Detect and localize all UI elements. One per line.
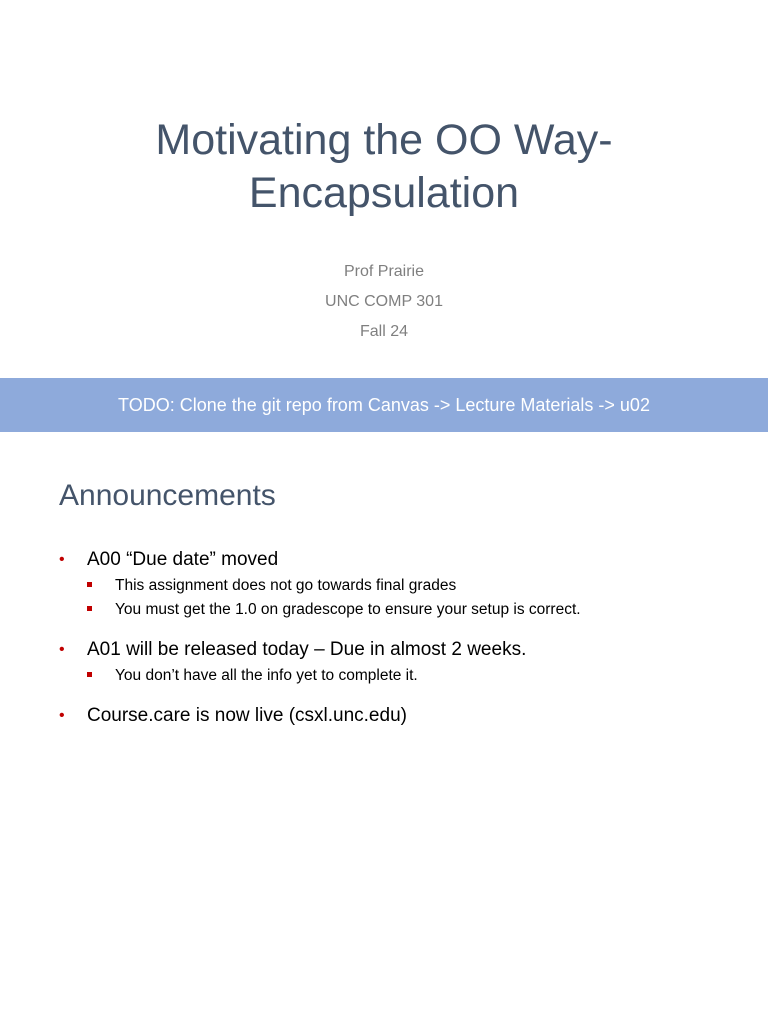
todo-banner-text: TODO: Clone the git repo from Canvas -> Lecture Materials -> u02 <box>118 394 650 415</box>
sub-item <box>87 598 749 622</box>
square-bullet-icon <box>87 582 92 587</box>
slide-title-line-2: Encapsulation <box>248 169 520 217</box>
announcements-title: Announcements <box>59 479 276 512</box>
square-bullet-icon <box>87 606 92 611</box>
announcements-slide <box>0 432 768 1024</box>
announcement-list <box>59 546 749 744</box>
announcement-item <box>59 702 749 730</box>
bullet-icon: • <box>59 551 65 568</box>
sub-item <box>87 574 749 598</box>
sub-list <box>87 664 749 688</box>
announcement-item <box>59 636 749 688</box>
announcement-item <box>59 546 749 622</box>
term-label: Fall 24 <box>359 323 409 340</box>
sub-item-text: You don’t have all the info yet to complete it. <box>115 667 418 684</box>
sub-item <box>87 664 749 688</box>
sub-list <box>87 574 749 622</box>
announcement-text: A01 will be released today – Due in almost 2 weeks. <box>87 639 527 660</box>
title-slide <box>0 0 768 378</box>
todo-banner <box>0 378 768 432</box>
slide-title <box>0 114 768 220</box>
course-name: UNC COMP 301 <box>325 293 443 310</box>
sub-item-text: You must get the 1.0 on gradescope to ensure your setup is correct. <box>115 601 581 618</box>
sub-item-text: This assignment does not go towards final grades <box>115 577 457 594</box>
slide-title-line-1: Motivating the OO Way- <box>155 116 613 164</box>
bullet-icon: • <box>59 707 65 724</box>
bullet-icon: • <box>59 641 65 658</box>
square-bullet-icon <box>87 672 92 677</box>
announcement-text: Course.care is now live (csxl.unc.edu) <box>87 705 407 726</box>
author-name: Prof Prairie <box>343 263 425 280</box>
announcement-text: A00 “Due date” moved <box>87 549 279 570</box>
slide-subtitle <box>0 257 768 347</box>
